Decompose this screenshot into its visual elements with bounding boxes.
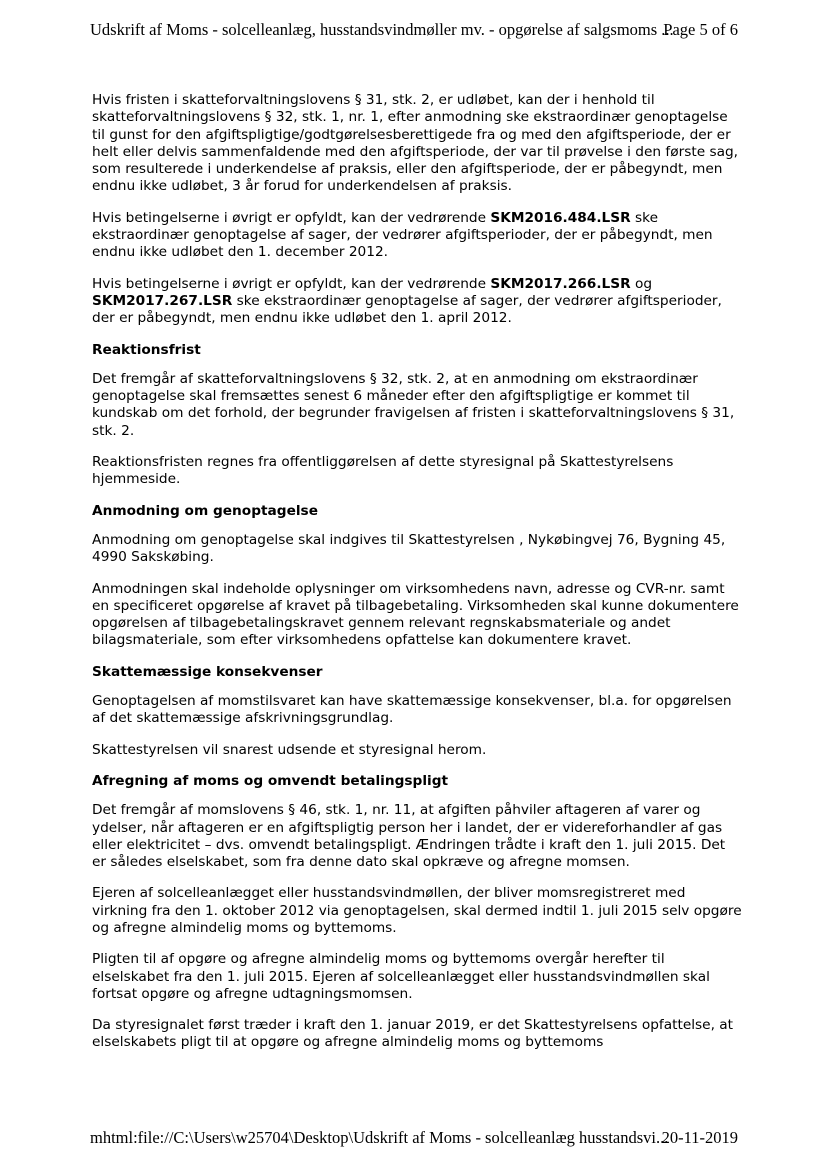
- paragraph-anmodning-indhold: Anmodningen skal indeholde oplysninger om virksomhedens navn, adresse og CVR-nr. samt en specificeret opgørelse af kravet på tilbagebetaling. Virksomheden skal kunne dokumentere opgørelsen af tilbagebetalingskravet gennem relevant regnskabsmateriale og andet bilagsmateriale, som efter virksomhedens opfattelse kan dokumentere kravet.: [92, 580, 739, 649]
- print-date: 20-11-2019: [661, 1128, 738, 1147]
- paragraph-ikrafttraeden: Da styresignalet først træder i kraft den 1. januar 2019, er det Skattestyrelsens opfattelse, at elselskabets pligt til at opgøre og afregne almindelig moms og byttemoms: [92, 1017, 734, 1051]
- paragraph-skm2016: [92, 210, 742, 262]
- page-number: Page 5 of 6: [663, 20, 738, 39]
- paragraph-reaktionsfrist: Det fremgår af skatteforvaltningslovens § 32, stk. 2, at en anmodning om ekstraordinær genoptagelse skal fremsættes senest 6 måneder efter den afgiftspligtige er kommet til kundskab om det forhold, der begrunder fravigelsen af fristen i skatteforvaltningslovens § 31, stk. 2.: [92, 370, 735, 439]
- paragraph-konsekvenser: Genoptagelsen af momstilsvaret kan have skattemæssige konsekvenser, bl.a. for opgørelsen af det skattemæssige afskrivningsgrundlag.: [92, 693, 732, 727]
- file-path: mhtml:file://C:\Users\w25704\Desktop\Udskrift af Moms - solcelleanlæg husstandsvi...: [90, 1128, 669, 1147]
- paragraph-offentliggoerelse: Reaktionsfristen regnes fra offentliggørelsen af dette styresignal på Skattestyrelsens hjemmeside.: [92, 454, 674, 488]
- skm-reference-link[interactable]: SKM2017.266.LSR: [490, 275, 631, 292]
- paragraph-ejeren: Ejeren af solcelleanlægget eller husstandsvindmøllen, der bliver momsregistreret med virkning fra den 1. oktober 2012 via genoptagelsen, skal dermed indtil 1. juli 2015 selv opgøre og afregne almindelig moms og byttemoms.: [92, 885, 742, 936]
- heading-afregning: Afregning af moms og omvendt betalingspligt: [92, 772, 449, 789]
- paragraph-text: ske ekstraordinær genoptagelse af sager, der vedrører afgiftsperioder, der er påbegyndt, men endnu ikke udløbet den 1. december 2012.: [92, 209, 713, 261]
- paragraph-ekstraordinaer-genoptagelse: Hvis fristen i skatteforvaltningslovens § 31, stk. 2, er udløbet, kan der i henhold til skatteforvaltningslovens § 32, stk. 1, nr. 1, efter anmodning ske ekstraordinær genoptagelse til gunst for den afgiftspligtige/godtgørelsesberettigede fra og med den afgiftsperiode, der er helt eller delvis sammenfaldende med den afgiftsperiode, der var til prøvelse i den første sag, som resulterede i underkendelse af praksis, eller den afgiftsperiode, der er påbegyndt, men endnu ikke udløbet, 3 år forud for underkendelsen af praksis.: [92, 92, 739, 195]
- paragraph-styresignal: Skattestyrelsen vil snarest udsende et styresignal herom.: [92, 741, 487, 758]
- heading-reaktionsfrist: Reaktionsfrist: [92, 341, 201, 358]
- heading-skattemaessige: Skattemæssige konsekvenser: [92, 663, 323, 680]
- print-footer: [0, 1128, 828, 1152]
- paragraph-text: Hvis betingelserne i øvrigt er opfyldt, kan der vedrørende: [92, 275, 491, 292]
- paragraph-text: Hvis betingelserne i øvrigt er opfyldt, kan der vedrørende: [92, 209, 491, 226]
- skm-reference-link[interactable]: SKM2016.484.LSR: [490, 209, 631, 226]
- paragraph-text: og: [630, 275, 653, 292]
- paragraph-omvendt-betalingspligt: Det fremgår af momslovens § 46, stk. 1, nr. 11, at afgiften påhviler aftageren af varer og ydelser, når aftageren er en afgiftspligtig person her i landet, der er videreforhandler af gas eller elektricitet – dvs. omvendt betalingspligt. Ændringen trådte i kraft den 1. juli 2015. Det er således elselskabet, som fra denne dato skal opkræve og afregne momsen.: [92, 802, 726, 871]
- paragraph-adresse: Anmodning om genoptagelse skal indgives til Skattestyrelsen , Nykøbingvej 76, Bygning 45, 4990 Sakskøbing.: [92, 531, 726, 566]
- heading-anmodning: Anmodning om genoptagelse: [92, 502, 318, 519]
- document-title: Udskrift af Moms - solcelleanlæg, husstandsvindmøller mv. - opgørelse af salgsmoms ...: [90, 20, 674, 39]
- paragraph-pligten: Pligten til af opgøre og afregne almindelig moms og byttemoms overgår herefter til elselskabet fra den 1. juli 2015. Ejeren af solcelleanlægget eller husstandsvindmøllen skal fortsat opgøre og afregne udtagningsmomsen.: [92, 951, 710, 1002]
- paragraph-text: ske ekstraordinær genoptagelse af sager, der vedrører afgiftsperioder, der er påbegyndt, men endnu ikke udløbet den 1. april 2012.: [92, 292, 722, 327]
- print-header: [0, 20, 828, 44]
- skm-reference-link[interactable]: SKM2017.267.LSR: [92, 292, 233, 309]
- document-body: [92, 92, 742, 1066]
- paragraph-skm2017: [92, 276, 742, 328]
